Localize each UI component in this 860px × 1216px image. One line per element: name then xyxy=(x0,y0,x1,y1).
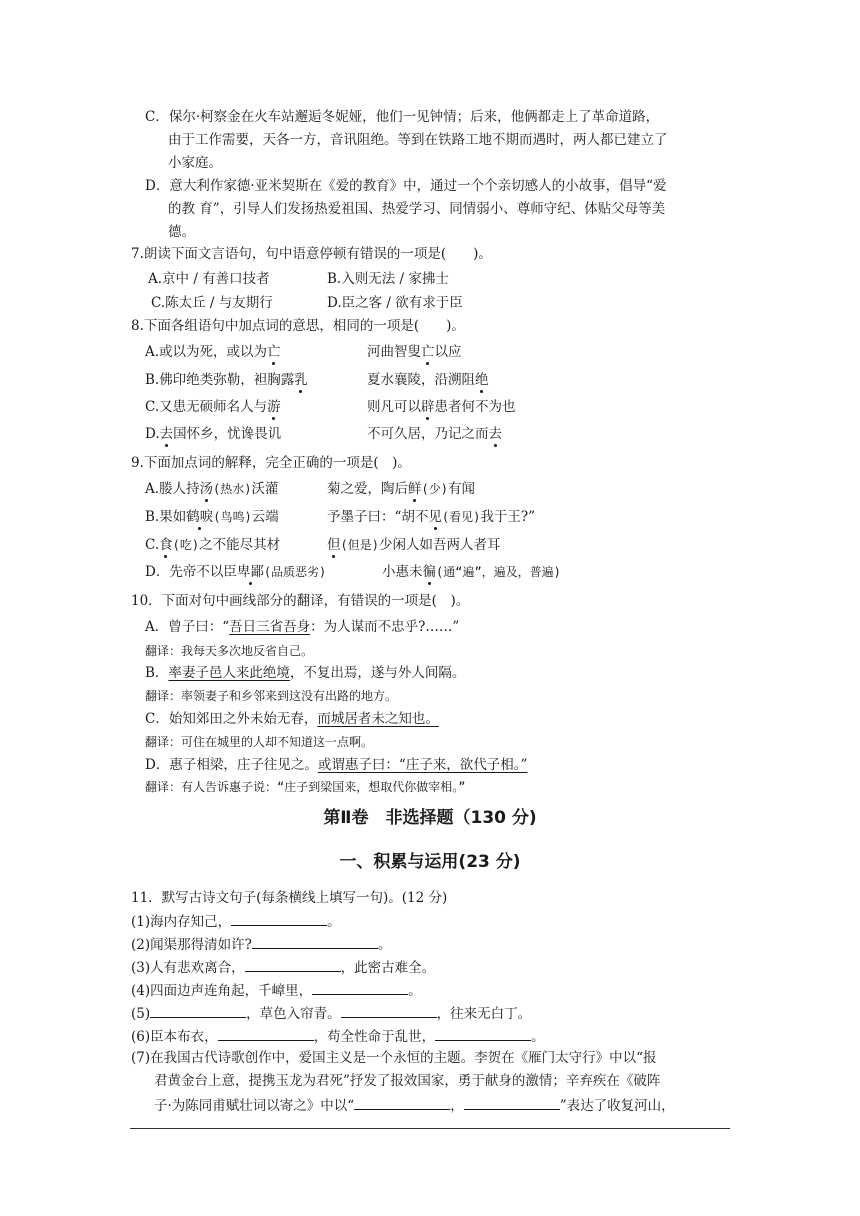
q11-item-5: (5) ，草色入帘青。 ，往来无白丁。 xyxy=(131,1002,531,1024)
answer-blank[interactable] xyxy=(252,933,378,949)
dotted-word: 但 xyxy=(327,537,341,553)
q11-item-1: (1)海内存知己， 。 xyxy=(131,910,341,932)
part-two-heading: 第Ⅱ卷 非选择题（130 分) xyxy=(323,808,537,828)
q11-stem: 11．默写古诗文句子(每条横线上填写一句)。(12 分) xyxy=(131,890,448,906)
dotted-word: 辟 xyxy=(421,399,435,415)
dotted-word: 去 xyxy=(159,426,174,442)
q6-option-c-line3: 小家庭。 xyxy=(168,155,222,171)
q10-option-a-translation: 翻译：我每天多次地反省自己。 xyxy=(145,644,314,658)
q8-option-c-right: 则凡可以辟患者何不为也 xyxy=(367,399,516,415)
q11-item-7-line2: 君黄金台上意，提携玉龙为君死”抒发了报效国家，勇于献身的激情；辛弃疾在《破阵 xyxy=(154,1073,661,1089)
dotted-word: 卑鄙 xyxy=(236,564,264,580)
q7-option-a: A.京中 / 有善口技者 xyxy=(148,271,270,287)
q6-option-d-line2: 的教 育”，引导人们发扬热爱祖国、热爱学习、同情弱小、尊师守纪、体贴父母等美 xyxy=(168,201,666,217)
footer-rule xyxy=(130,1128,730,1129)
underlined-phrase: 率妻子邑人来此绝境 xyxy=(168,665,290,681)
q6-option-c-line2: 由于工作需要，天各一方，音讯阻绝。等到在铁路工地不期而遇时，两人都已建立了 xyxy=(168,132,668,148)
answer-blank[interactable] xyxy=(464,1094,560,1110)
dotted-word: 绝 xyxy=(475,372,489,388)
q8-option-b-left: B.佛印绝类弥勒，袒胸露乳 xyxy=(145,372,308,388)
dotted-word: 见 xyxy=(428,509,442,525)
q11-item-6: (6)臣本布衣， ，苟全性命于乱世， 。 xyxy=(131,1025,545,1047)
q11-item-7-line1: (7)在我国古代诗歌创作中，爱国主义是一个永恒的主题。李贺在《雁门太守行》中以“报 xyxy=(131,1050,657,1066)
q10-option-d: D．惠子相梁，庄子往见之。或谓惠子曰：“庄子来，欲代子相。” xyxy=(145,757,528,773)
dotted-word: 鲜 xyxy=(408,481,422,497)
q10-stem: 10．下面对句中画线部分的翻译，有错误的一项是( )。 xyxy=(131,593,470,609)
dotted-word: 汤 xyxy=(199,481,214,497)
dotted-word: 去 xyxy=(488,426,502,442)
q10-option-c: C．始知郊田之外未始无春，而城居者未之知也。 xyxy=(145,711,439,727)
q9-option-b-left: B.果如鹤唳(鸟鸣)云端 xyxy=(145,509,279,525)
underlined-phrase: 或谓惠子曰：“庄子来，欲代子相。” xyxy=(317,757,528,773)
dotted-word: 鹤唳 xyxy=(186,509,214,525)
dotted-word: 亡 xyxy=(267,344,281,360)
q8-option-d-right: 不可久居，乃记之而去 xyxy=(367,426,502,442)
q6-option-d-line3: 德。 xyxy=(168,224,195,240)
q8-option-a-right: 河曲智叟亡以应 xyxy=(367,344,462,360)
q11-item-3: (3)人有悲欢离合， ，此密古难全。 xyxy=(131,956,435,978)
dotted-word: 食 xyxy=(159,537,173,553)
q10-option-b: B．率妻子邑人来此绝境，不复出焉，遂与外人间隔。 xyxy=(145,665,466,681)
q11-item-2: (2)闻渠那得清如许? 。 xyxy=(131,933,391,955)
answer-blank[interactable] xyxy=(341,1002,437,1018)
answer-blank[interactable] xyxy=(354,1094,450,1110)
answer-blank[interactable] xyxy=(312,979,408,995)
answer-blank[interactable] xyxy=(245,956,341,972)
q9-option-d-left: D．先帝不以臣卑鄙(品质恶劣) xyxy=(145,564,327,580)
q6-option-d-line1: D．意大利作家德·亚米契斯在《爱的教育》中，通过一个个亲切感人的小故事，倡导“爱 xyxy=(145,178,667,194)
dotted-word: 游 xyxy=(267,399,281,415)
underlined-phrase: 吾日三省吾身 xyxy=(229,619,311,635)
dotted-word: 徧 xyxy=(422,564,436,580)
q7-option-c: C.陈太丘 / 与友期行 xyxy=(151,295,273,311)
q10-option-b-translation: 翻译：率领妻子和乡邻来到这没有出路的地方。 xyxy=(145,689,398,703)
dotted-word: 乳 xyxy=(294,372,308,388)
answer-blank[interactable] xyxy=(150,1002,246,1018)
dotted-word: 亡 xyxy=(421,344,435,360)
answer-blank[interactable] xyxy=(231,910,327,926)
answer-blank[interactable] xyxy=(435,1025,531,1041)
q10-option-d-translation: 翻译：有人告诉惠子说：“庄子到梁国来，想取代你做宰相。” xyxy=(145,780,466,794)
q9-option-d-right: 小惠未徧(通“遍”，遍及，普遍) xyxy=(382,564,561,580)
q11-item-4: (4)四面边声连角起，千嶂里， 。 xyxy=(131,979,422,1001)
q8-stem: 8.下面各组语句中加点词的意思，相同的一项是( )。 xyxy=(131,318,465,334)
q9-option-b-right: 予墨子曰：“胡不见(看见)我于王?” xyxy=(327,509,535,525)
q8-option-c-left: C.又患无硕师名人与游 xyxy=(145,399,281,415)
underlined-phrase: 而城居者未之知也。 xyxy=(317,711,439,727)
q8-option-d-left: D.去国怀乡，忧谗畏讥 xyxy=(145,426,282,442)
q7-stem: 7.朗读下面文言语句，句中语意停顿有错误的一项是( )。 xyxy=(131,246,492,262)
q10-option-a: A．曾子曰：“吾日三省吾身：为人谋而不忠乎?……” xyxy=(145,619,460,635)
q8-option-a-left: A.或以为死，或以为亡 xyxy=(145,344,281,360)
section-one-heading: 一、积累与运用(23 分) xyxy=(339,852,521,872)
q9-option-a-right: 菊之爱，陶后鲜(少)有闻 xyxy=(327,481,475,497)
q11-item-7-line3: 子·为陈同甫赋壮词以寄之》中以“ ， ”表达了收复河山， xyxy=(154,1094,675,1116)
q7-option-d: D.臣之客 / 欲有求于臣 xyxy=(327,295,463,311)
q7-option-b: B.入则无法 / 家拂士 xyxy=(327,271,449,287)
q6-option-c-line1: C．保尔·柯察金在火车站邂逅冬妮娅，他们一见钟情；后来，他俩都走上了革命道路， xyxy=(145,109,660,125)
q9-stem: 9.下面加点词的解释，完全正确的一项是( )。 xyxy=(131,455,411,471)
q9-option-a-left: A.媵人持汤(热水)沃灌 xyxy=(145,481,279,497)
q9-option-c-left: C.食(吃)之不能尽其材 xyxy=(145,537,281,553)
q9-option-c-right: 但(但是)少闲人如吾两人者耳 xyxy=(327,537,501,553)
q10-option-c-translation: 翻译：可住在城里的人却不知道这一点啊。 xyxy=(145,735,374,749)
answer-blank[interactable] xyxy=(218,1025,314,1041)
q8-option-b-right: 夏水襄陵，沿溯阻绝 xyxy=(367,372,489,388)
